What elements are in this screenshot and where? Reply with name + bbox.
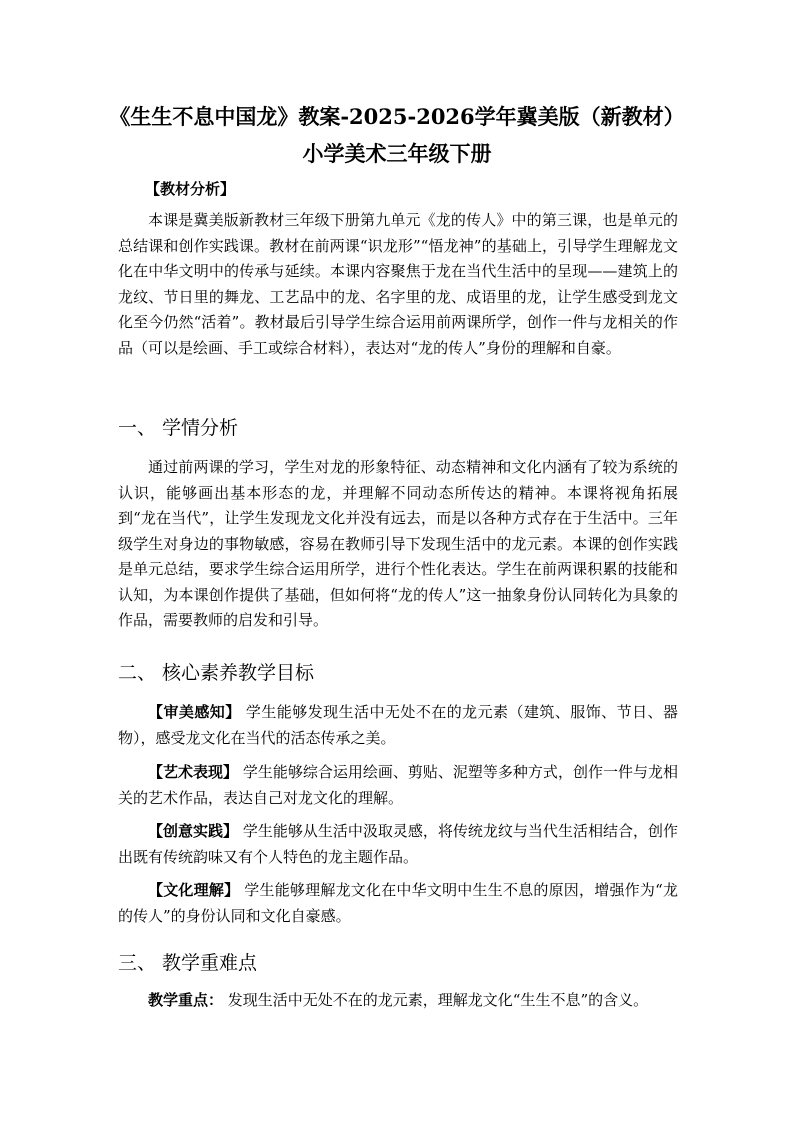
document-title-line2: 小学美术三年级下册 — [302, 141, 492, 166]
textbook-analysis-text: 本课是冀美版新教材三年级下册第九单元《龙的传人》中的第三课，也是单元的总结课和创作实践课。教材在前两课“识龙形”“悟龙神”的基础上，引导学生理解龙文化在中华文明中的传承与延续。本课内容聚焦于龙在当代生活中的呈现——建筑上的龙纹、节日里的舞龙、工艺品中的龙、名字里的龙、成语里的龙，让学生感受到龙文化至今仍然“活着”。教材最后引导学生综合运用前两课所学，创作一件与龙相关的作品（可以是绘画、手工或综合材料），表达对“龙的传人”身份的理解和自豪。 — [118, 211, 678, 357]
document-title-line1: 《生生不息中国龙》教案-2025-2026学年冀美版（新教材） — [109, 104, 685, 129]
objective-tag: 【艺术表现】 — [148, 763, 239, 781]
objective-tag: 【文化理解】 — [148, 881, 240, 899]
key-point-line — [148, 988, 648, 1012]
section2-heading: 二、 核心素养教学目标 — [118, 662, 315, 684]
section1-heading: 一、 学情分析 — [118, 417, 239, 439]
objective-aesthetic — [118, 700, 678, 751]
objective-tag: 【创意实践】 — [148, 822, 239, 840]
objective-tag: 【审美感知】 — [148, 703, 241, 721]
objective-creative — [118, 819, 678, 870]
objective-text: 学生能够从生活中汲取灵感，将传统龙纹与当代生活相结合，创作出既有传统韵味又有个人特色的龙主题作品。 — [118, 822, 678, 866]
key-point-label: 教学重点： — [148, 991, 224, 1009]
objective-culture — [118, 878, 678, 929]
objective-text: 学生能够发现生活中无处不在的龙元素（建筑、服饰、节日、器物），感受龙文化在当代的活态传承之美。 — [118, 703, 678, 747]
section3-heading: 三、 教学重难点 — [118, 952, 258, 974]
key-point-text: 发现生活中无处不在的龙元素，理解龙文化“生生不息”的含义。 — [227, 991, 649, 1009]
objective-expression — [118, 760, 678, 811]
objective-text: 学生能够理解龙文化在中华文明中生生不息的原因，增强作为“龙的传人”的身份认同和文化自豪感。 — [118, 881, 678, 925]
objective-text: 学生能够综合运用绘画、剪贴、泥塑等多种方式，创作一件与龙相关的艺术作品，表达自己对龙文化的理解。 — [118, 763, 678, 807]
textbook-analysis-label: 【教材分析】 — [145, 180, 236, 198]
section1-text: 通过前两课的学习，学生对龙的形象特征、动态精神和文化内涵有了较为系统的认识，能够画出基本形态的龙，并理解不同动态所传达的精神。本课将视角拓展到“龙在当代”，让学生发现龙文化并没有远去，而是以各种方式存在于生活中。三年级学生对身边的事物敏感，容易在教师引导下发现生活中的龙元素。本课的创作实践是单元总结，要求学生综合运用所学，进行个性化表达。学生在前两课积累的技能和认知，为本课创作提供了基础，但如何将“龙的传人”这一抽象身份认同转化为具象的作品，需要教师的启发和引导。 — [118, 458, 678, 629]
